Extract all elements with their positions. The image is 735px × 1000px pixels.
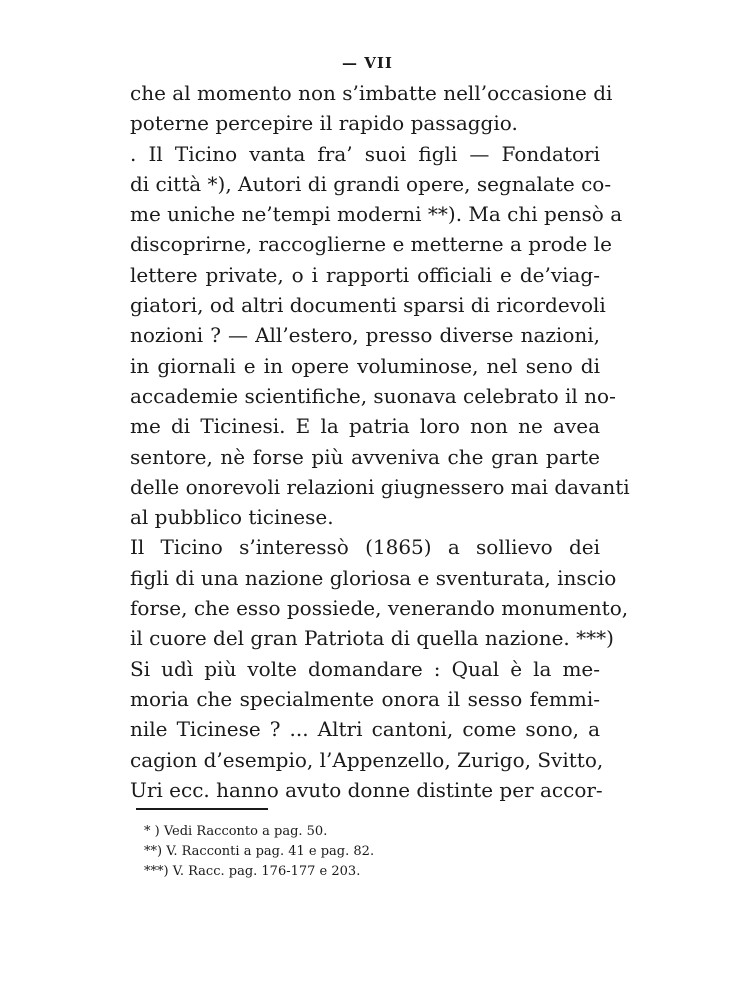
text-line: cagion d’esempio, l’Appenzello, Zurigo, Svitto,	[130, 747, 604, 772]
text-line: nozioni ? — All’estero, presso diverse nazioni,	[130, 323, 600, 348]
text-line: il cuore del gran Patriota di quella nazione. ***)	[130, 626, 614, 651]
text-line: nile Ticinese ? ... Altri cantoni, come sono, a	[130, 717, 600, 742]
text-line: accademie scientifiche, suonava celebrato il no-	[130, 383, 616, 408]
footnote: ***) V. Racc. pag. 176-177 e 203.	[144, 864, 361, 879]
footnote-divider	[136, 808, 268, 810]
footnote: **) V. Racconti a pag. 41 e pag. 82.	[144, 844, 375, 859]
footnotes	[144, 822, 444, 882]
text-line: in giornali e in opere voluminose, nel seno di	[130, 353, 600, 378]
text-line: . Il Ticino vanta fra’ suoi figli — Fondatori	[130, 141, 600, 166]
text-line: discoprirne, raccoglierne e metterne a prode le	[130, 232, 612, 257]
text-line: di città *), Autori di grandi opere, segnalate co-	[130, 171, 612, 196]
footnote: * ) Vedi Racconto a pag. 50.	[144, 824, 328, 839]
text-line: Il Ticino s’interessò (1865) a sollievo dei	[130, 535, 600, 560]
text-line: al pubblico ticinese.	[130, 505, 334, 530]
text-line: Si udì più volte domandare : Qual è la me-	[130, 656, 600, 681]
text-line: me di Ticinesi. E la patria loro non ne avea	[130, 414, 600, 439]
text-line: moria che specialmente onora il sesso femmi-	[130, 686, 600, 711]
body-text	[130, 78, 630, 805]
text-line: delle onorevoli relazioni giugnessero mai davanti	[130, 474, 630, 499]
text-line: Uri ecc. hanno avuto donne distinte per accor-	[130, 777, 603, 802]
text-line: me uniche ne’tempi moderni **). Ma chi pensò a	[130, 202, 623, 227]
text-line: giatori, od altri documenti sparsi di ricordevoli	[130, 293, 606, 318]
text-line: lettere private, o i rapporti officiali e de’viag-	[130, 262, 600, 287]
page-number: — VII	[342, 54, 393, 72]
text-line: che al momento non s’imbatte nell’occasione di	[130, 81, 613, 105]
text-line: figli di una nazione gloriosa e sventurata, inscio	[130, 565, 617, 590]
text-line: poterne percepire il rapido passaggio.	[130, 111, 518, 136]
text-line: forse, che esso possiede, venerando monumento,	[130, 596, 629, 621]
text-line: sentore, nè forse più avveniva che gran parte	[130, 444, 600, 469]
